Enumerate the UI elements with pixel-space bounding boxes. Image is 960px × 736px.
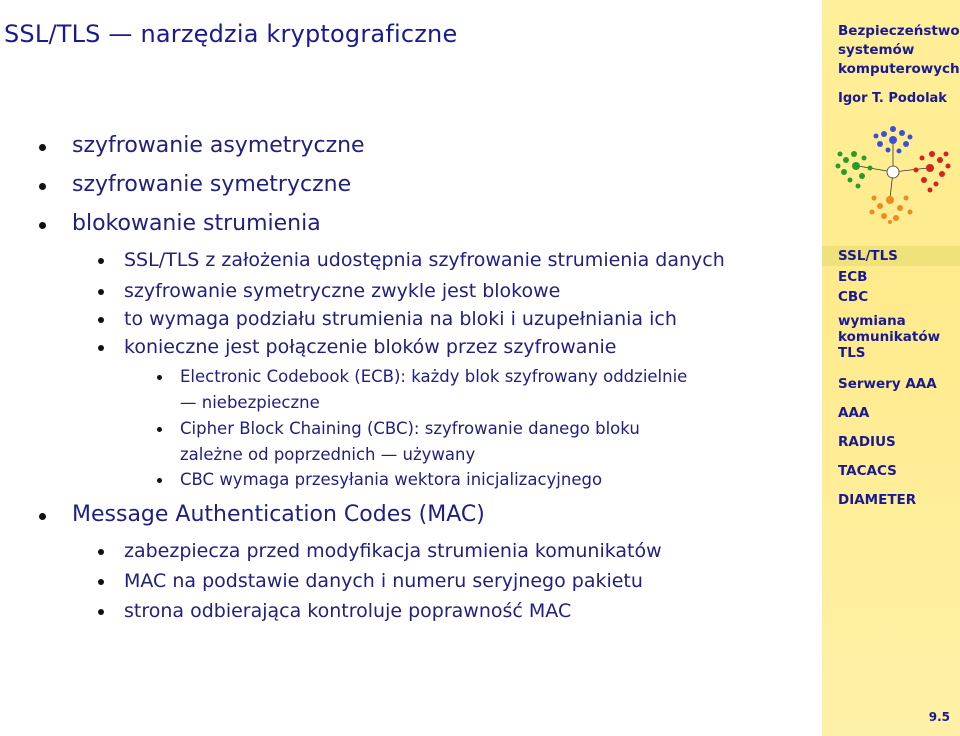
bullet-icon <box>39 513 46 520</box>
bullet-icon <box>157 478 162 483</box>
sidebar-item-komunikatow[interactable]: komunikatów <box>838 329 941 345</box>
sidebar-item-diameter[interactable]: DIAMETER <box>838 492 917 508</box>
sidebar-item-aaa[interactable]: AAA <box>838 405 870 421</box>
sidebar-item-ecb[interactable]: ECB <box>838 269 868 285</box>
author-name: Igor T. Podolak <box>838 91 947 106</box>
sidebar-item-serwery-aaa[interactable]: Serwery AAA <box>838 376 937 392</box>
sidebar-item-tacacs[interactable]: TACACS <box>838 463 897 479</box>
list-item: szyfrowanie asymetryczne <box>72 133 365 158</box>
bullet-icon <box>98 289 104 295</box>
list-item: Message Authentication Codes (MAC) <box>72 502 485 527</box>
list-item: szyfrowanie symetryczne zwykle jest blokowe <box>124 280 560 302</box>
list-item: Cipher Block Chaining (CBC): szyfrowanie danego bloku <box>180 419 640 438</box>
page-number: 9.5 <box>928 710 950 724</box>
bullet-icon <box>157 375 162 380</box>
sidebar-item-radius[interactable]: RADIUS <box>838 434 896 450</box>
list-item-continuation: zależne od poprzednich — używany <box>180 445 476 464</box>
bullet-icon <box>98 549 104 555</box>
list-item: to wymaga podziału strumienia na bloki i uzupełniania ich <box>124 308 677 330</box>
bullet-icon <box>98 609 104 615</box>
sidebar-item-wymiana[interactable]: wymiana <box>838 313 906 329</box>
list-item: szyfrowanie symetryczne <box>72 172 351 197</box>
list-item: strona odbierająca kontroluje poprawność MAC <box>124 600 571 622</box>
sidebar-item-cbc[interactable]: CBC <box>838 289 869 305</box>
list-item: Electronic Codebook (ECB): każdy blok szyfrowany oddzielnie <box>180 367 687 386</box>
sidebar-item-ssl-tls[interactable]: SSL/TLS <box>838 248 898 264</box>
list-item-continuation: — niebezpieczne <box>180 393 320 412</box>
list-item: CBC wymaga przesyłania wektora inicjalizacyjnego <box>180 470 602 489</box>
sidebar-item-tls[interactable]: TLS <box>838 345 866 361</box>
bullet-icon <box>39 183 46 190</box>
slide-title: SSL/TLS — narzędzia kryptograficzne <box>4 20 458 48</box>
bullet-icon <box>98 258 104 264</box>
network-logo-icon <box>832 124 954 224</box>
bullet-icon <box>157 427 162 432</box>
list-item: konieczne jest połączenie bloków przez szyfrowanie <box>124 336 616 358</box>
bullet-icon <box>39 144 46 151</box>
bullet-icon <box>98 345 104 351</box>
list-item: zabezpiecza przed modyfikacja strumienia komunikatów <box>124 540 662 562</box>
bullet-icon <box>98 579 104 585</box>
list-item: SSL/TLS z założenia udostępnia szyfrowanie strumienia danych <box>124 249 725 271</box>
sidebar <box>822 0 960 736</box>
bullet-icon <box>98 317 104 323</box>
course-title: Bezpieczeństwo systemów komputerowych <box>838 23 960 77</box>
list-item: MAC na podstawie danych i numeru seryjnego pakietu <box>124 570 643 592</box>
bullet-icon <box>39 222 46 229</box>
list-item: blokowanie strumienia <box>72 211 321 236</box>
